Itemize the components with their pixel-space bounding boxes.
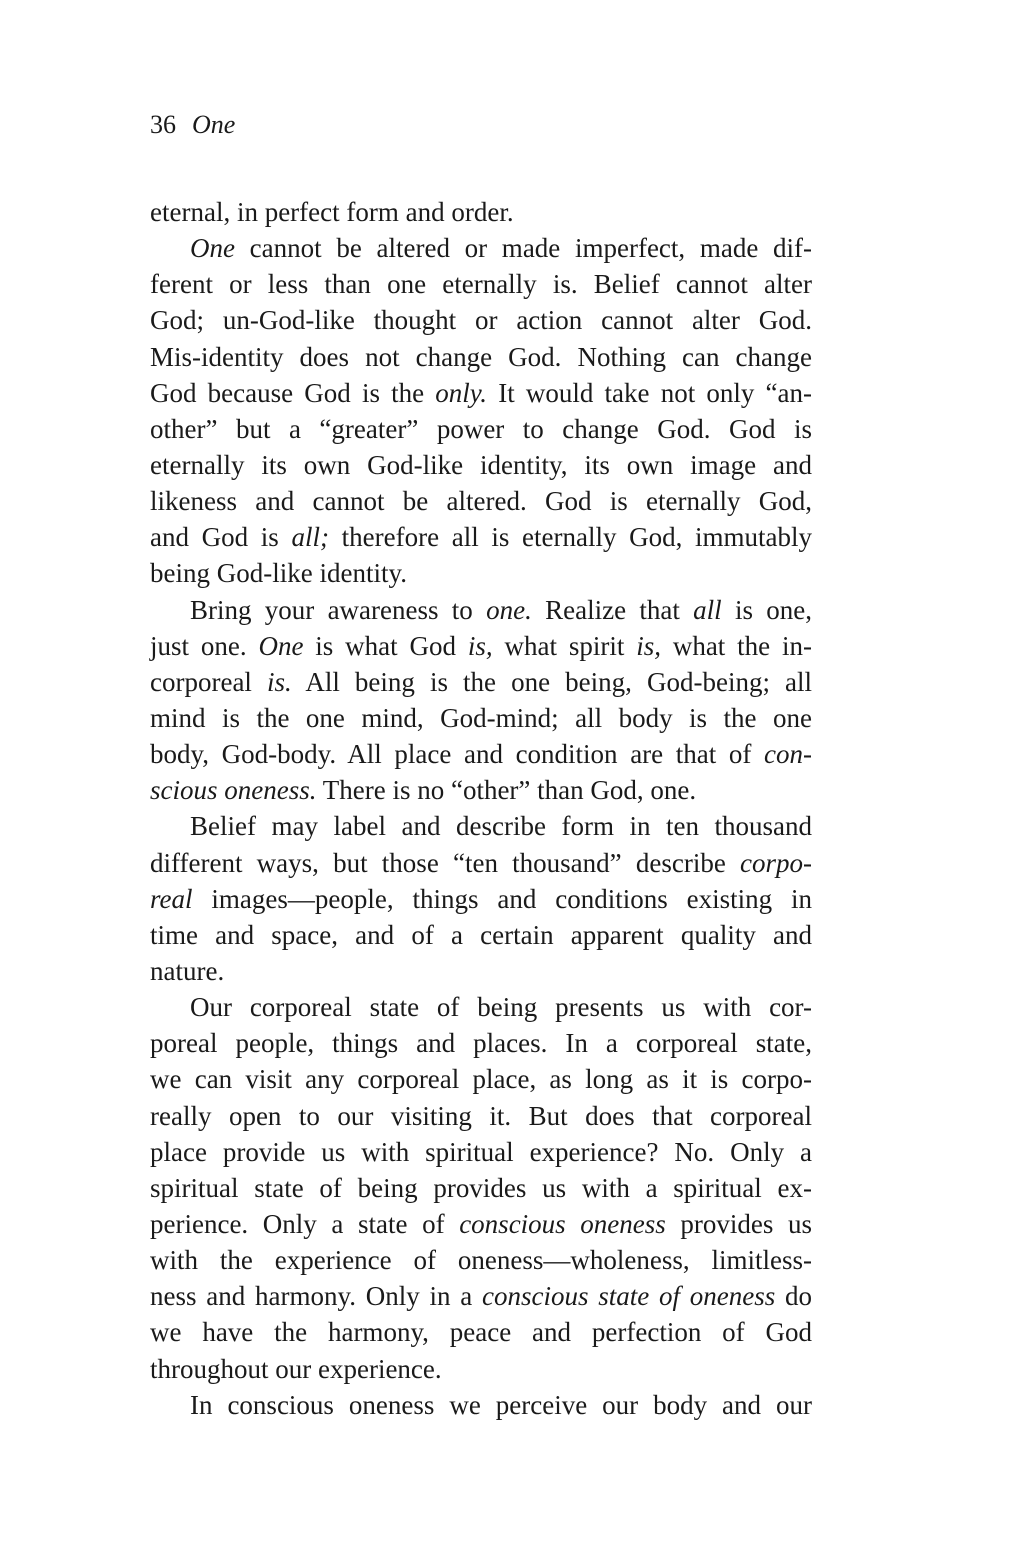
italic-text-span: is,: [467, 630, 493, 661]
running-head: [150, 108, 235, 142]
text-span: corporeal: [150, 666, 268, 697]
text-line: [150, 592, 812, 628]
italic-text-span: con-: [764, 739, 812, 770]
text-span: ferent or less than one eternally is. Belief cannot alter: [150, 269, 812, 300]
italic-text-span: corpo-: [740, 847, 812, 878]
text-span: being God-like identity.: [150, 558, 407, 589]
text-line: [150, 1025, 812, 1061]
text-span: perience. Only a state of: [150, 1208, 460, 1239]
page-number: 36: [150, 110, 176, 139]
text-span: likeness and cannot be altered. God is eternally God,: [150, 486, 812, 517]
text-line: [150, 1242, 812, 1278]
text-line: [150, 953, 812, 989]
text-span: ness and harmony. Only in a: [150, 1281, 482, 1312]
text-line: [150, 881, 812, 917]
text-line: [150, 1314, 812, 1350]
text-span: God; un-God-like thought or action cannot alter God.: [150, 305, 812, 336]
text-line: [150, 1351, 812, 1387]
text-span: time and space, and of a certain apparent quality and: [150, 919, 812, 950]
book-title: One: [192, 110, 236, 139]
text-line: [150, 664, 812, 700]
italic-text-span: conscious oneness: [459, 1208, 666, 1239]
text-span: eternally its own God-like identity, its own image and: [150, 449, 812, 480]
text-line: [150, 1387, 812, 1423]
text-span: Mis-identity does not change God. Nothing can change: [150, 341, 812, 372]
text-span: poreal people, things and places. In a corporeal state,: [150, 1028, 812, 1059]
text-line: [150, 266, 812, 302]
text-span: Our corporeal state of being presents us with cor-: [190, 992, 812, 1023]
text-line: [150, 339, 812, 375]
text-span: is what God: [303, 630, 468, 661]
text-line: [150, 519, 812, 555]
text-line: [150, 989, 812, 1025]
text-span: do: [775, 1281, 813, 1312]
text-span: what the in-: [660, 630, 812, 661]
italic-text-span: one.: [486, 594, 532, 625]
body-text: [150, 194, 812, 1423]
italic-text-span: conscious state of oneness: [482, 1281, 776, 1312]
text-span: In conscious oneness we perceive our body and our: [190, 1389, 812, 1420]
text-line: [150, 375, 812, 411]
text-span: images—people, things and conditions existing in: [192, 883, 812, 914]
text-span: mind is the one mind, God-mind; all body is the one: [150, 702, 812, 733]
italic-text-span: all;: [291, 522, 329, 553]
text-span: spiritual state of being provides us with a spiritual ex-: [150, 1172, 812, 1203]
italic-text-span: One: [258, 630, 304, 661]
text-span: Realize that: [531, 594, 694, 625]
text-line: [150, 411, 812, 447]
text-span: There is no “other” than God, one.: [316, 775, 697, 806]
text-span: Belief may label and describe form in ten thousand: [190, 811, 812, 842]
text-span: eternal, in perfect form and order.: [150, 197, 514, 227]
text-line: [150, 555, 812, 591]
text-line: [150, 194, 812, 230]
text-span: with the experience of oneness—wholeness, limitless-: [150, 1245, 812, 1276]
text-span: Bring your awareness to: [190, 594, 487, 625]
text-line: [150, 628, 812, 664]
italic-text-span: is.: [267, 666, 292, 697]
text-line: [150, 808, 812, 844]
text-line: [150, 700, 812, 736]
text-span: really open to our visiting it. But does that corporeal: [150, 1100, 812, 1131]
text-span: we can visit any corporeal place, as long as it is corpo-: [150, 1064, 812, 1095]
italic-text-span: all: [693, 594, 722, 625]
text-span: body, God-body. All place and condition are that of: [150, 739, 765, 770]
text-line: [150, 1170, 812, 1206]
text-span: provides us: [665, 1208, 812, 1239]
text-line: [150, 1061, 812, 1097]
text-line: [150, 447, 812, 483]
text-span: God because God is the: [150, 377, 436, 408]
text-line: [150, 736, 812, 772]
text-span: just one.: [150, 630, 259, 661]
text-span: is one,: [721, 594, 812, 625]
text-span: what spirit: [492, 630, 637, 661]
text-span: place provide us with spiritual experience? No. Only a: [150, 1136, 812, 1167]
text-span: therefore all is eternally God, immutably: [328, 522, 813, 553]
italic-text-span: real: [150, 883, 193, 914]
text-line: [150, 483, 812, 519]
text-line: [150, 1278, 812, 1314]
text-line: [150, 1134, 812, 1170]
text-line: [150, 772, 812, 808]
text-span: All being is the one being, God-being; all: [291, 666, 812, 697]
text-span: It would take not only “an-: [487, 377, 812, 408]
text-line: [150, 1098, 812, 1134]
text-line: [150, 1206, 812, 1242]
text-span: we have the harmony, peace and perfection of God: [150, 1317, 812, 1348]
italic-text-span: only.: [435, 377, 488, 408]
text-line: [150, 917, 812, 953]
text-line: [150, 230, 812, 266]
text-span: and God is: [150, 522, 292, 553]
italic-text-span: scious oneness.: [150, 775, 317, 806]
text-span: nature.: [150, 955, 225, 986]
text-span: other” but a “greater” power to change God. God is: [150, 413, 812, 444]
text-line: [150, 845, 812, 881]
italic-text-span: One: [190, 233, 235, 264]
text-span: throughout our experience.: [150, 1353, 442, 1384]
text-span: cannot be altered or made imperfect, made dif-: [234, 233, 812, 264]
italic-text-span: is,: [636, 630, 661, 661]
text-line: [150, 302, 812, 338]
text-span: different ways, but those “ten thousand” describe: [150, 847, 741, 878]
